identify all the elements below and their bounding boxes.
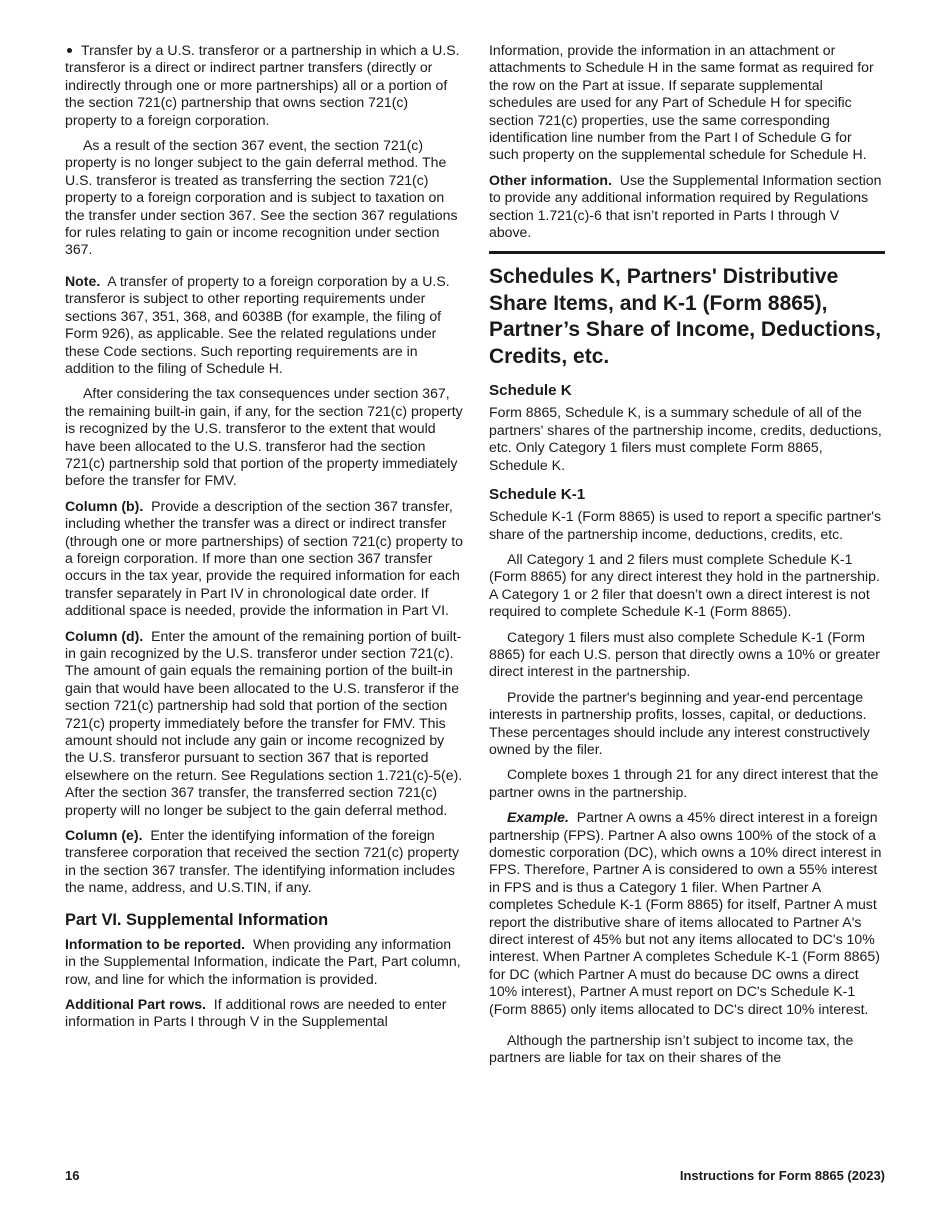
paragraph: Schedule K-1 (Form 8865) is used to report a specific partner's share of the partnership income, deductions, credits, etc. <box>489 508 882 542</box>
right-column <box>489 42 885 1075</box>
column-b-paragraph: Column (b). Provide a description of the section 367 transfer, including whether the transfer was a direct or indirect transfer (through one or more partnerships) of section 721(c) property to a foreign corporation. If more than one section 367 transfer occurs in the tax year, provide the required information for each transfer separately in Part IV in chronological date order. If additional space is needed, provide the information in Part VI. <box>65 497 463 619</box>
note-paragraph: Note. A transfer of property to a foreign corporation by a U.S. transferor is subject to other reporting requirements under sections 367, 351, 368, and 6038B (for example, the filing of Form 926), as applicable. See the related regulations under these Code sections. Such reporting requirements are in addition to the filing of Schedule H. <box>65 272 450 376</box>
schedule-k-heading: Schedule K <box>489 382 572 400</box>
column-b-label: Column (b). <box>65 497 144 514</box>
bullet-icon <box>67 48 72 53</box>
left-column <box>65 42 463 1039</box>
paragraph: Form 8865, Schedule K, is a summary schedule of all of the partners' shares of the partnership income, credits, deductions, etc. Only Category 1 filers must complete Form 8865, Schedule K. <box>489 404 882 473</box>
paragraph: As a result of the section 367 event, the section 721(c) property is no longer subject to the gain deferral method. The U.S. transferor is treated as transferring the section 721(c) property to a foreign corporation and is subject to taxation on the transfer under section 367. See the section 367 regulations for rules relating to gain or income recognition under section 367. <box>65 137 458 258</box>
other-info-paragraph: Other information. Use the Supplemental Information section to provide any additional information required by Regulations section 1.721(c)-6 that isn’t reported in Parts I through V above. <box>489 171 882 241</box>
example-label: Example. <box>507 809 569 826</box>
other-info-label: Other information. <box>489 171 612 188</box>
document-title: Instructions for Form 8865 (2023) <box>679 1168 885 1183</box>
page-number: 16 <box>65 1168 80 1183</box>
example-paragraph: Example. Partner A owns a 45% direct interest in a foreign partnership (FPS). Partner A also owns 100% of the stock of a domestic corporation (DC), which owns a 10% direct interest in FPS. Therefore, Partner A is considered to own a 55% interest in FPS and is thus a Category 1 filer. When Partner A completes Schedule K-1 (Form 8865) for itself, Partner A must report the distributive share of items allocated to Partner A's direct interest of 45% but not any items allocated to DC's 10% interest. When Partner A completes Schedule K-1 (Form 8865) for DC (which Partner A must do because DC owns a direct 10% interest), Partner A must report on DC's Schedule K-1 (Form 8865) only items allocated to DC's direct 10% interest. <box>489 809 882 1017</box>
additional-rows-label: Additional Part rows. <box>65 995 206 1012</box>
note-label: Note. <box>65 272 101 289</box>
info-paragraph: Information to be reported. When providing any information in the Supplemental Information, indicate the Part, Part column, row, and line for which the information is provided. <box>65 935 461 987</box>
paragraph: Provide the partner's beginning and year-end percentage interests in partnership profits, losses, capital, or deductions. These percentages should include any interest constructively owned by the filer. <box>489 688 870 757</box>
paragraph: After considering the tax consequences under section 367, the remaining built-in gain, if any, for the section 721(c) property is recognized by the U.S. transferor to the extent that would have been allocated to the U.S. transferor had the section 721(c) partnership sold that portion of the property immediately before the transfer for FMV. <box>65 385 463 489</box>
column-e-label: Column (e). <box>65 827 143 844</box>
column-e-paragraph: Column (e). Enter the identifying information of the foreign transferee corporation that received the section 721(c) property in the section 367 transfer. The identifying information includes the name, address, and U.S.TIN, if any. <box>65 827 460 896</box>
column-d-label: Column (d). <box>65 627 144 644</box>
part-vi-heading: Part VI. Supplemental Information <box>65 910 329 929</box>
paragraph: Complete boxes 1 through 21 for any direct interest that the partner owns in the partnership. <box>489 766 879 800</box>
section-heading: Schedules K, Partners' Distributive Share Items, and K-1 (Form 8865), Partner’s Share of Income, Deductions, Credits, etc. <box>489 265 882 368</box>
section-divider <box>489 251 885 254</box>
column-d-paragraph: Column (d). Enter the amount of the remaining portion of built-in gain recognized by the U.S. transferor under section 721(c). The amount of gain equals the remaining portion of the built-in gain that would have been allocated to the U.S. transferor if the section 721(c) partnership had sold that portion of the section 721(c) property immediately before the transfer for FMV. This amount should not include any gain or income recognized by the U.S. transferor pursuant to section 367 that is reported elsewhere on the return. See Regulations section 1.721(c)-5(e). After the section 367 transfer, the transferred section 721(c) property will no longer be subject to the gain deferral method. <box>65 627 463 818</box>
additional-rows-paragraph: Additional Part rows. If additional rows are needed to enter information in Parts I through V in the Supplemental <box>65 995 447 1030</box>
schedule-k1-heading: Schedule K-1 <box>489 486 586 504</box>
paragraph: Although the partnership isn’t subject to income tax, the partners are liable for tax on their shares of the <box>489 1032 854 1066</box>
paragraph: All Category 1 and 2 filers must complete Schedule K-1 (Form 8865) for any direct interest they hold in the partnership. A Category 1 or 2 filer that doesn’t own a direct interest is not required to complete Schedule K-1 (Form 8865). <box>489 550 880 620</box>
paragraph: Category 1 filers must also complete Schedule K-1 (Form 8865) for each U.S. person that directly owns a 10% or greater direct interest in the partnership. <box>489 628 880 680</box>
continued-paragraph: Information, provide the information in an attachment or attachments to Schedule H in the same format as required for the row on the Part at issue. If separate supplemental schedules are used for any Part of Schedule H for specific section 721(c) properties, use the same corresponding identification line number from the Part I of Schedule G for such property on the supplemental schedule for Schedule H. <box>489 42 874 163</box>
bullet-item: Transfer by a U.S. transferor or a partnership in which a U.S. transferor is a direct or indirect partner transfers (directly or indirectly through one or more partnerships) all or a portion of the section 721(c) partnership that owns section 721(c) property to a foreign corporation. <box>65 42 460 128</box>
info-label: Information to be reported. <box>65 935 246 952</box>
